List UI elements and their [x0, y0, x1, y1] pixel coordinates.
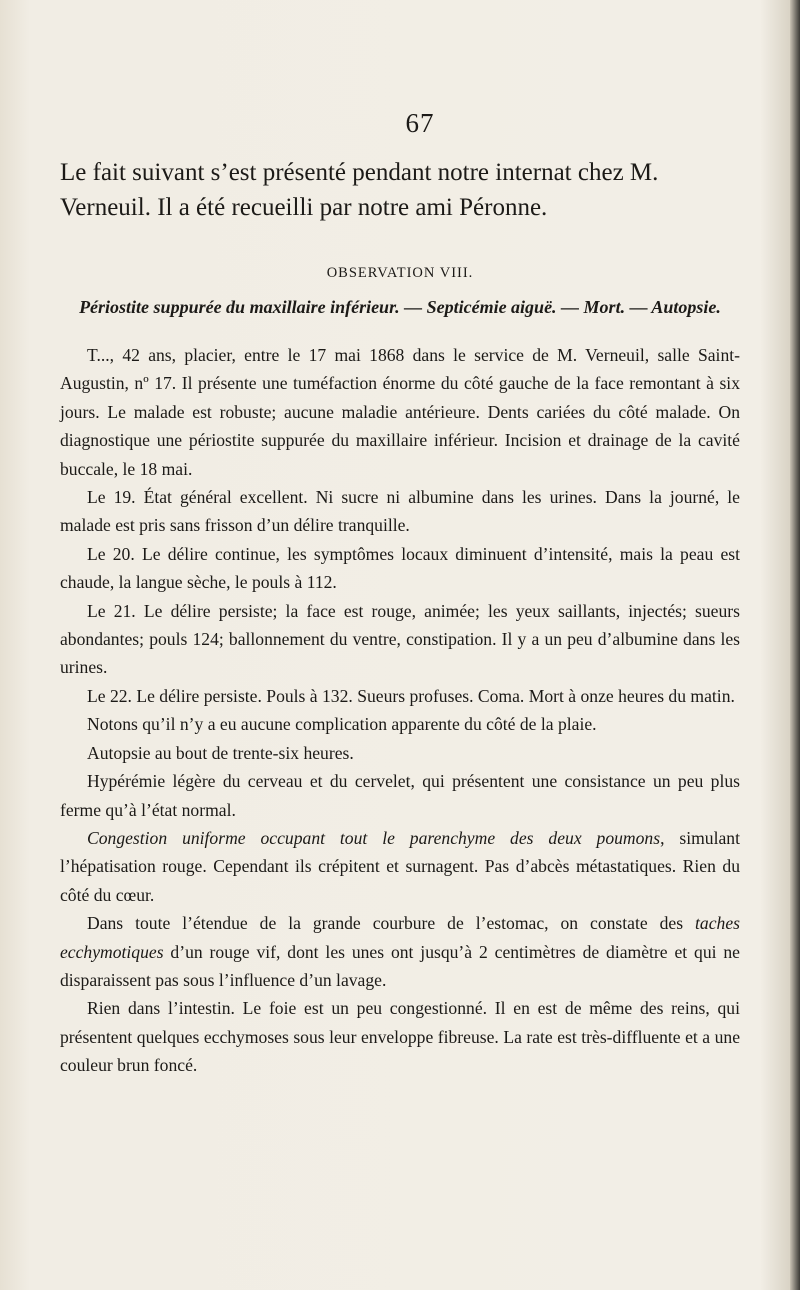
stomach-italic-text: taches ecchymotiques: [60, 913, 740, 962]
intro-paragraph: Le fait suivant s’est présenté pendant notre internat chez M. Verneuil. Il a été recueilli par notre ami Péronne.: [60, 159, 659, 221]
page-number: 67: [405, 108, 435, 138]
paragraph-admission: T..., 42 ans, placier, entre le 17 mai 1868 dans le service de M. Verneuil, salle Saint-Augustin, nº 17. Il présente une tuméfaction énorme du côté gauche de la face remontant à six jours. Le malade est robuste; aucune maladie antérieure. Dents cariées du côté malade. On diagnostique une périostite suppurée du maxillaire inférieur. Incision et drainage de la cavité buccale, le 18 mai.: [60, 345, 740, 479]
paragraph-brain: Hypérémie légère du cerveau et du cervelet, qui présentent une consistance un peu plus ferme qu’à l’état normal.: [60, 771, 740, 820]
paragraph-day-19: Le 19. État général excellent. Ni sucre ni albumine dans les urines. Dans la journé, le malade est pris sans frisson d’un délire tranquille.: [60, 487, 740, 536]
page-binding-edge: [790, 0, 800, 1290]
lungs-text: , simulant l’hépatisation rouge. Cependant ils crépitent et surnagent. Pas d’abcès métastatiques. Rien du côté du cœur.: [60, 827, 740, 905]
paragraph-day-22: Le 22. Le délire persiste. Pouls à 132. Sueurs profuses. Coma. Mort à onze heures du matin.: [87, 685, 735, 706]
stomach-text-after: d’un rouge vif, dont les unes ont jusqu’à 2 centimètres de diamètre et qui ne disparaissent pas sous l’influence d’un lavage.: [60, 941, 740, 990]
paragraph-stomach: [60, 909, 740, 994]
page-content: [60, 108, 740, 1080]
paragraph-lungs: [60, 824, 740, 909]
observation-heading: OBSERVATION VIII.: [326, 265, 474, 281]
lungs-italic-text: Congestion uniforme occupant tout le parenchyme des deux poumons: [87, 827, 661, 848]
paragraph-wound-note: Notons qu’il n’y a eu aucune complication apparente du côté de la plaie.: [87, 714, 597, 735]
paragraph-organs: Rien dans l’intestin. Le foie est un peu congestionné. Il en est de même des reins, qui présentent quelques ecchymoses sous leur enveloppe fibreuse. La rate est très-diffluente et a une couleur brun foncé.: [60, 998, 740, 1076]
stomach-text-before: Dans toute l’étendue de la grande courbure de l’estomac, on constate des: [87, 913, 696, 934]
paragraph-day-21: Le 21. Le délire persiste; la face est rouge, animée; les yeux saillants, injectés; sueurs abondantes; pouls 124; ballonnement du ventre, constipation. Il y a un peu d’albumine dans les urines.: [60, 600, 740, 678]
paragraph-autopsy: Autopsie au bout de trente-six heures.: [87, 742, 354, 763]
paragraph-day-20: Le 20. Le délire continue, les symptômes locaux diminuent d’intensité, mais la peau est chaude, la langue sèche, le pouls à 112.: [60, 543, 740, 593]
observation-title: Périostite suppurée du maxillaire inférieur. — Septicémie aiguë. — Mort. — Autopsie.: [79, 297, 721, 317]
